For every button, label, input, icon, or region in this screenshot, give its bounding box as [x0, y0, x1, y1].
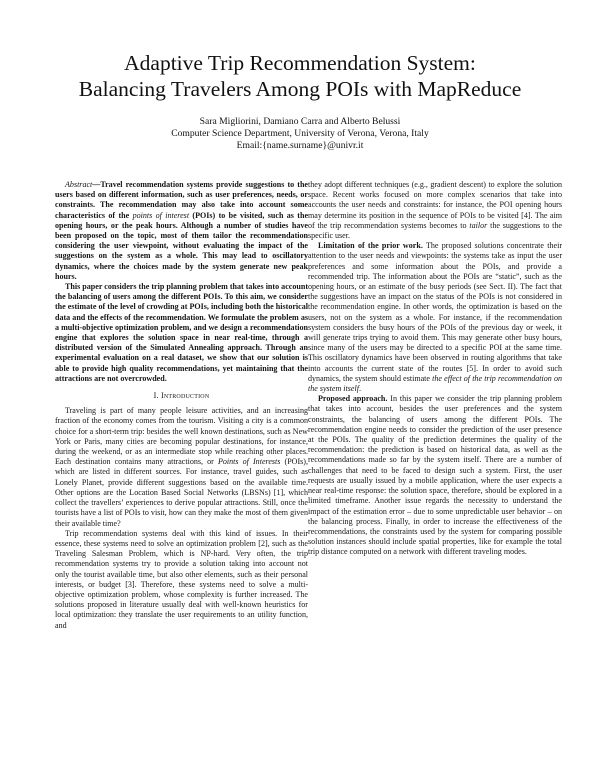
- left-column: [55, 180, 308, 631]
- email-line: Email:{name.surname}@univr.it: [236, 140, 364, 151]
- intro-p1-italic: Points of Interests: [217, 457, 281, 467]
- title-line-2: Balancing Travelers Among POIs with MapReduce: [78, 77, 522, 101]
- intro-p2-cont-italic: tailor: [469, 220, 488, 230]
- limitation-paragraph: [308, 241, 562, 394]
- abstract-dash: —: [92, 180, 101, 189]
- limitation-text-b: .: [358, 384, 361, 394]
- right-column: [308, 180, 562, 558]
- limitation-italic: the effect of the trip recommendation on the system itself: [308, 373, 562, 394]
- intro-p1-text-a: Traveling is part of many people leisure activities, and an increasing fraction of the economy comes from the tourism. Visiting a city is a common choice for a short-term trip: besides the well known destinations, such as New York or Paris, many cities are becoming popular destinations, for instance, during the weekend, or as an intermediate stop while reaching other places. Each destination contains many attractions, or: [55, 406, 308, 467]
- intro-paragraph-2: Trip recommendation systems deal with this kind of issues. In their essence, these systems need to solve an optimization problem [2], such as the Traveling Salesman Problem, which is NP-hard. Very often, the trip recommendation systems try to provide a solution taking into account not only the tourist available time, but also other elements, such as their personal interests, or budget [3]. Therefore, these systems need to solve a multi-objective optimization problem, whose complexity is further increased. The solutions proposed in literature usually deal with well-known heuristics for local optimization: they translate the user requirements to an utility function, and: [55, 528, 308, 630]
- intro-paragraph-2-continued: [308, 180, 562, 241]
- abstract-text-a: Travel recommendation systems provide suggestions to the users based on different information, such as user preferences, needs, or constraints. The recommendation may also take into account some characteristics of the: [55, 180, 308, 220]
- proposed-approach-text: In this paper we consider the trip planning problem that takes into account, besides the user preferences and the system constraints, the balancing of users among the different POIs. The recommendation engine needs to consider the prediction of the user presence at the POIs. The quality of the prediction determines the quality of the recommendation: the prediction is based on historical data, as well as the recommendations made so far by the system itself. There are a number of challenges that need to be faced to design such a system. First, the user requests are usually issued by a mobile application, where the user expects a near real-time response: the solution space, therefore, should be explored in a limited timeframe. Another issue regards the necessity to understand the impact of the estimation error – due to some unpredictable user behavior – on the balancing process. Finally, in order to increase the effectiveness of the recommendations, the constraints used by the system for comparing possible solution instances should include spatial properties, like for example the total trip distance computed on a network with different traveling modes.: [308, 394, 563, 557]
- limitation-text-a: The proposed solutions concentrate their attention to the user needs and viewpoints: the systems take as input the user preferences and some information about the POIs, and provide a recommended trip. The information about the POIs are “static”, such as the opening hours, or an estimate of the busy periods (see Sect. II). The fact that the suggestions have an impact on the status of the POIs is not considered in the recommendation engine. In other words, the optimization is based on the users, not on the system as a whole. For instance, if the recommendation system considers the busy hours of the POIs of the previous day or week, it will generate trips trying to avoid them. This may generate other busy hours, since many of the users may be directed to a specific POI at the same time. This oscillatory dynamics have been observed in routing algorithms that take into accounts the current state of the routes [5]. In order to avoid such dynamics, the system should estimate: [308, 241, 562, 383]
- title-line-1: Adaptive Trip Recommendation System:: [124, 51, 476, 75]
- abstract-italic-poi: points of interest: [132, 210, 190, 220]
- abstract-paragraph-2: This paper considers the trip planning problem that takes into account the balancing of users among the different POIs. To this aim, we consider the estimate of the level of crowding at POIs, including both the historical data and the effects of the recommendation. We formulate the problem as a multi-objective optimization problem, and we design a recommendation engine that explores the solution space in near real-time, through a distributed version of the Simulated Annealing approach. Through an experimental evaluation on a real dataset, we show that our solution is able to provide high quality recommendations, yet maintaining that the attractions are not overcrowded.: [55, 282, 308, 383]
- intro-paragraph-1: [55, 406, 308, 528]
- abstract-label: Abstract: [65, 180, 93, 189]
- author-names: Sara Migliorini, Damiano Carra and Alberto Belussi: [199, 116, 401, 127]
- proposed-approach-paragraph: [308, 394, 562, 557]
- intro-p1-text-b: (POIs), which are listed in different sources. For instance, travel guides, such as Lonely Planet, provide different suggestions based on the available time. Other options are the Location Based Social Networks (LBSNs) [1], which collect the travellers’ experiences to derive popular attractions. Still, once the tourists have a list of POIs to visit, how can they make the most of them given their available time?: [55, 457, 308, 528]
- section-heading-introduction: I. Introduction: [153, 391, 210, 401]
- abstract-paragraph-1: [55, 180, 308, 282]
- affiliation: Computer Science Department, University of Verona, Verona, Italy: [171, 128, 429, 139]
- author-block: [40, 116, 560, 152]
- proposed-approach-label: Proposed approach.: [318, 394, 388, 404]
- intro-p2-cont-text-a: they adopt different techniques (e.g., gradient descent) to explore the solution space. Recent works focused on more complex scenarios that take into accounts the user needs and constraints: for instance, the POI opening hours may determine its position in the sequence of POIs to be visited [4]. The aim of the trip recommendation systems becomes to: [308, 180, 562, 230]
- abstract-text-b: (POIs) to be visited, such as the opening hours, or the peak hours. Although a number of studies have been proposed on the topic, most of them tailor the recommendation considering the user viewpoint, without evaluating the impact of the suggestions on the system as a whole. This may lead to oscillatory dynamics, where the choices made by the system generate new peak hours.: [55, 210, 309, 281]
- limitation-label: Limitation of the prior work.: [318, 241, 423, 251]
- paper-title: [40, 50, 560, 102]
- intro-p2-cont-text-b: the suggestions to the specific user.: [308, 220, 562, 241]
